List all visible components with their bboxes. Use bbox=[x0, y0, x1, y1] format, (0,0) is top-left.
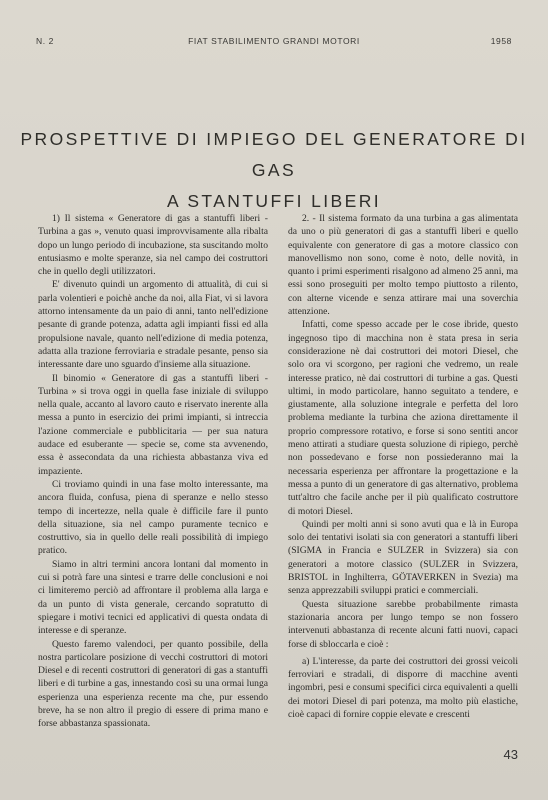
paragraph: a) L'interesse, da parte dei costruttori dei grossi veicoli ferroviari e stradali, di disporre di macchine aventi ingombri, pesi e consumi specifici circa equivalenti a quelli dei motori Diesel di pari potenza, ma molto più elastiche, cioè capaci di fornire coppie elevate e crescenti bbox=[288, 655, 518, 720]
paragraph: Quindi per molti anni si sono avuti qua e là in Europa solo dei tentativi isolati sia con generatori a stantuffi liberi (SIGMA in Francia e SULZER in Svizzera) sia con generatori a motore classico (SULZER in Svizzera, BRISTOL in Inghilterra, GÖTAVERKEN in Svezia) ma senza apprezzabili sviluppi pratici e commerciali. bbox=[288, 518, 518, 597]
page-number: 43 bbox=[503, 747, 518, 762]
paragraph: Siamo in altri termini ancora lontani dal momento in cui si potrà fare una sintesi e trarre delle conclusioni e noi ci limiteremo perciò ad affrontare il problema alla larga e da un punto di vista generale, cercando sopratutto di spiegare i motivi tecnici ed applicativi di questa ondata di interesse e di speranze. bbox=[38, 558, 268, 637]
paragraph: Infatti, come spesso accade per le cose ibride, questo ingegnoso tipo di macchina non è stata presa in seria considerazione nè dai costruttori dei motori Diesel, che solo ora vi scorgono, per ragioni che vedremo, un reale interesse pratico, nè dai costruttori di turbine a gas. Questi ultimi, in modo particolare, hanno seguitato a tendere, e giustamente, alla soluzione integrale e perfetta del loro problema mediante la turbina che aziona direttamente il proprio compressore rotativo, e forse si sono sentiti ancor meno attirati a studiare questa soluzione di ripiego, perchè non possedevano e forse non possiederanno mai la necessaria esperienza per affrontare la progettazione e la messa a punto di un generatore di gas alternativo, problema tutt'altro che facile anche per il più qualificato costruttore di motori Diesel. bbox=[288, 319, 518, 517]
publication-year: 1958 bbox=[490, 36, 512, 46]
running-header bbox=[36, 36, 512, 50]
left-text-column bbox=[38, 212, 268, 731]
right-text-column bbox=[288, 212, 518, 721]
paragraph: 1) Il sistema « Generatore di gas a stantuffi liberi - Turbina a gas », venuto quasi improvvisamente alla ribalta dopo un lungo periodo di incubazione, sta suscitando molto entusiasmo e molte speranze, sia nel campo dei costruttori che in quello degli utilizzatori. bbox=[38, 213, 268, 278]
paragraph: Ci troviamo quindi in una fase molto interessante, ma ancora fluida, confusa, piena di speranze e nello stesso tempo di incertezze, nella quale è difficile fare il punto della situazione, sia nel campo puramente tecnico e costruttivo, sia in quello delle reali possibilità di impiego pratico. bbox=[38, 478, 268, 557]
paragraph: Questo faremo valendoci, per quanto possibile, della nostra particolare posizione di vecchi costruttori di motori Diesel e di recenti costruttori di generatori di gas a stantuffi liberi e di turbine a gas, innestando così su una ormai lunga esperienza una esperienza recente ma che, pur essendo breve, ha se non altro il pregio di essere di prima mano e forse abbastanza spassionata. bbox=[38, 638, 268, 730]
issue-number: N. 2 bbox=[36, 36, 54, 46]
paragraph: Questa situazione sarebbe probabilmente rimasta stazionaria ancora per lungo tempo se non fossero intervenuti abbastanza di recente alcuni fatti nuovi, capaci forse di sbloccarla e cioè : bbox=[288, 598, 518, 650]
article-title-line-2: A STANTUFFI LIBERI bbox=[166, 191, 381, 211]
paragraph: 2. - Il sistema formato da una turbina a gas alimentata da uno o più generatori di gas a stantuffi liberi e quello equivalente con generatore di gas a motore classico con manovellismo non sono, come è noto, delle novità, in quanto i primi esperimenti risalgono ad almeno 25 anni, ma essi sono proseguiti per molto tempo piuttosto a rilento, con alterne vicende e senza attirare mai una soverchia attenzione. bbox=[288, 213, 518, 318]
paragraph: E' divenuto quindi un argomento di attualità, di cui si parla volentieri e poichè anche da noi, alla Fiat, vi si lavora attorno intensamente da un paio di anni, tanto nell'edizione pesante di grande potenza, adatta agli impianti fissi ed alla propulsione navale, quanto nell'edizione di media potenza, adatta alla trazione ferroviaria e stradale pesante, penso sia interessante dare uno sguardo d'insieme alla situazione. bbox=[38, 279, 268, 371]
paragraph: Il binomio « Generatore di gas a stantuffi liberi - Turbina » si trova oggi in quella fase iniziale di sviluppo nella quale, accanto al lavoro cauto e riservato inerente alla messa a punto in esercizio dei primi impianti, si intreccia l'azione commerciale e pubblicitaria — per sua natura audace ed esuberante — specie se, come sta avvenendo, essa è assecondata da una richiesta abbastanza viva ed impaziente. bbox=[38, 372, 268, 477]
article-title bbox=[20, 124, 528, 217]
journal-name: FIAT STABILIMENTO GRANDI MOTORI bbox=[188, 36, 360, 46]
article-title-line-1: PROSPETTIVE DI IMPIEGO DEL GENERATORE DI GAS bbox=[20, 129, 528, 180]
